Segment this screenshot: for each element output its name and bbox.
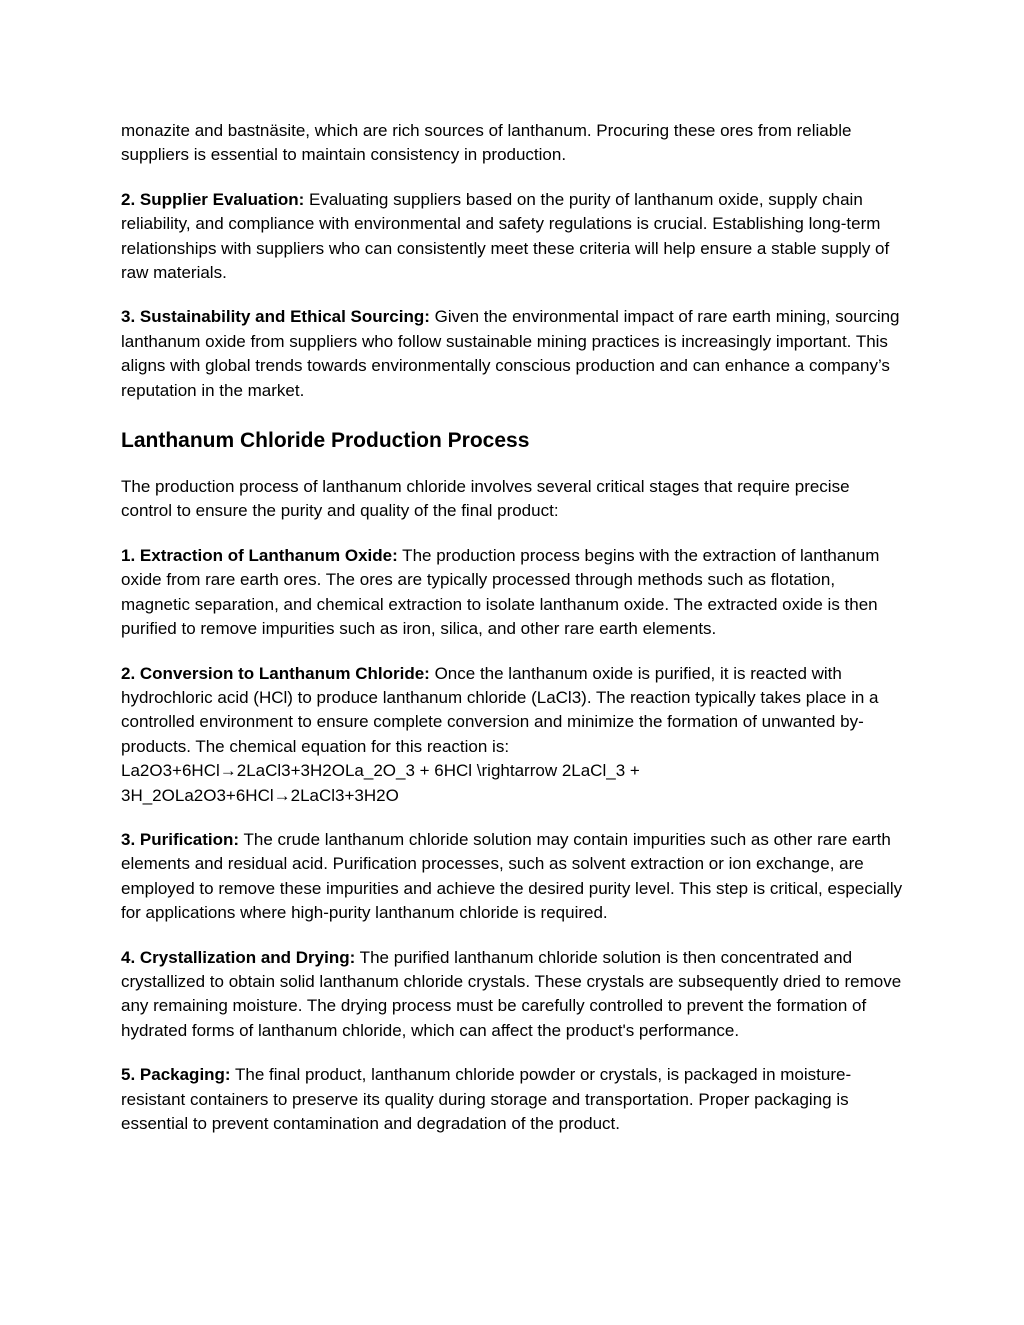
continued-paragraph: monazite and bastnäsite, which are rich sources of lanthanum. Procuring these ores from reliable suppliers is essential to maintain consistency in production. [121,121,852,165]
item-lead: 3. Sustainability and Ethical Sourcing: [121,307,430,327]
item-lead: 4. Crystallization and Drying: [121,947,356,967]
item-text: Once the lanthanum oxide is purified, it is reacted with hydrochloric acid (HCl) to produce lanthanum chloride (LaCl3). The reaction typically takes place in a controlled environment to ensure complete conversion and minimize the formation of unwanted by-products. The chemical equation for this reaction is: [121,663,879,756]
item-text: The purified lanthanum chloride solution is then concentrated and crystallized to obtain solid lanthanum chloride crystals. These crystals are subsequently dried to remove any remaining moisture. The drying process must be carefully controlled to prevent the formation of hydrated forms of lanthanum chloride, which can affect the product's performance. [121,947,902,1040]
chemical-equation: La2O3+6HCl→2LaCl3+3H2OLa_2O_3 + 6HCl \rightarrow 2LaCl_3 + 3H_2OLa2O3+6HCl→2LaCl3+3H2O [121,761,640,805]
item-text: Evaluating suppliers based on the purity of lanthanum oxide, supply chain reliability, and compliance with environmental and safety regulations is crucial. Establishing long-term relationships with suppliers who can consistently meet these criteria will help ensure a stable supply of raw materials. [121,189,890,283]
section-intro: The production process of lanthanum chloride involves several critical stages that require precise control to ensure the purity and quality of the final product: [121,477,850,521]
process-item-packaging [121,1063,903,1136]
item-text: Given the environmental impact of rare earth mining, sourcing lanthanum oxide from suppliers who follow sustainable mining practices is increasingly important. This aligns with global trends towards environmentally conscious production and can enhance a company’s reputation in the market. [121,307,900,400]
section-heading: Lanthanum Chloride Production Process [121,429,530,453]
item-lead: 5. Packaging: [121,1065,231,1085]
item-lead: 1. Extraction of Lanthanum Oxide: [121,545,398,565]
item-lead: 2. Supplier Evaluation: [121,189,305,209]
sourcing-item-supplier-evaluation [121,188,903,286]
item-text: The final product, lanthanum chloride powder or crystals, is packaged in moisture-resistant containers to preserve its quality during storage and transportation. Proper packaging is essential to prevent contamination and degradation of the product. [121,1065,852,1133]
sourcing-item-sustainability [121,305,903,403]
process-item-purification [121,828,903,926]
item-lead: 3. Purification: [121,829,240,849]
process-item-conversion [121,662,903,808]
document-page [121,119,903,1156]
item-text: The production process begins with the extraction of lanthanum oxide from rare earth ores. The ores are typically processed through methods such as flotation, magnetic separation, and chemical extraction to isolate lanthanum oxide. The extracted oxide is then purified to remove impurities such as iron, silica, and other rare earth elements. [121,545,880,639]
process-item-extraction [121,544,903,642]
process-item-crystallization [121,946,903,1044]
item-lead: 2. Conversion to Lanthanum Chloride: [121,663,430,683]
item-text: The crude lanthanum chloride solution may contain impurities such as other rare earth elements and residual acid. Purification processes, such as solvent extraction or ion exchange, are employed to remove these impurities and achieve the desired purity level. This step is critical, especially for applications where high-purity lanthanum chloride is required. [121,829,903,923]
